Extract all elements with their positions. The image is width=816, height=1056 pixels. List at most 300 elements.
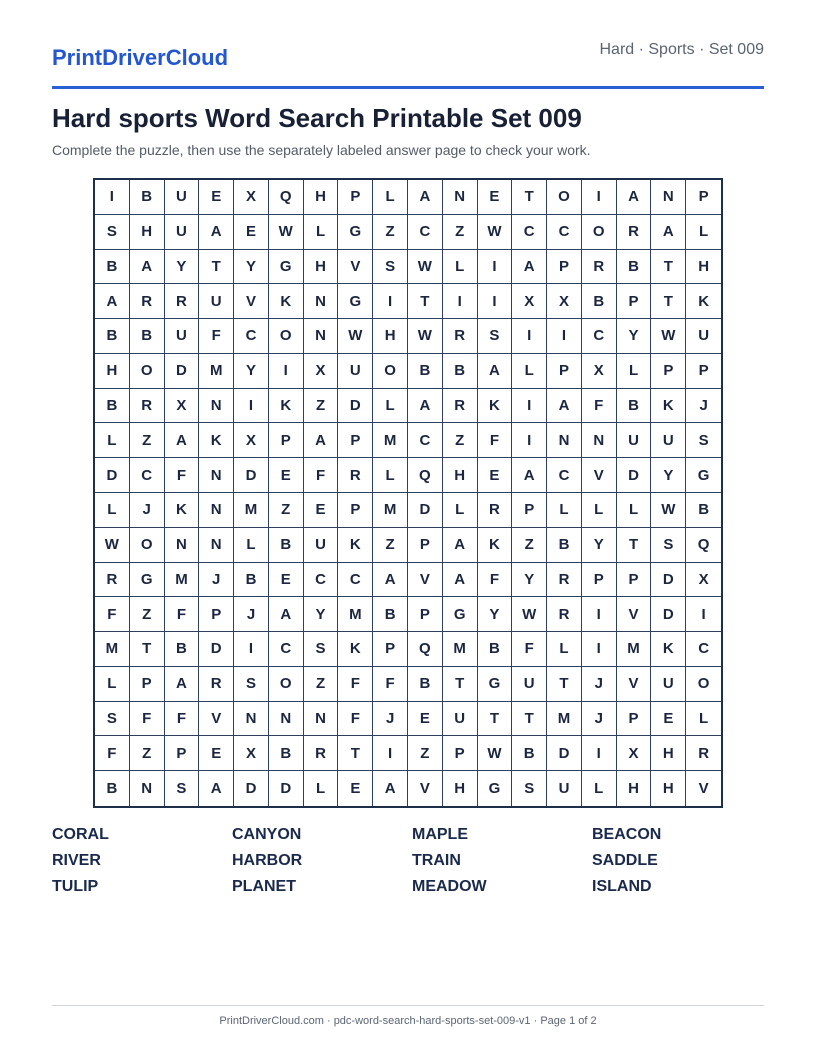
grid-cell: H [651, 771, 686, 806]
grid-cell: D [651, 597, 686, 632]
grid-cell: U [651, 667, 686, 702]
grid-cell: R [338, 458, 373, 493]
grid-cell: K [651, 389, 686, 424]
word-list-item: TULIP [52, 878, 99, 895]
grid-cell: O [130, 354, 165, 389]
grid-cell: L [686, 215, 721, 250]
grid-cell: W [478, 215, 513, 250]
grid-cell: B [234, 563, 269, 598]
grid-cell: P [269, 423, 304, 458]
grid-cell: F [130, 702, 165, 737]
grid-cell: M [234, 493, 269, 528]
grid-cell: O [130, 528, 165, 563]
grid-cell: F [512, 632, 547, 667]
grid-cell: E [269, 458, 304, 493]
grid-cell: I [512, 389, 547, 424]
grid-cell: W [408, 319, 443, 354]
grid-cell: V [408, 563, 443, 598]
grid-cell: R [686, 736, 721, 771]
grid-cell: O [686, 667, 721, 702]
grid-cell: I [686, 597, 721, 632]
grid-cell: N [199, 458, 234, 493]
grid-cell: B [165, 632, 200, 667]
grid-cell: L [95, 493, 130, 528]
grid-cell: S [651, 528, 686, 563]
grid-cell: V [582, 458, 617, 493]
grid-cell: J [373, 702, 408, 737]
grid-cell: Z [373, 528, 408, 563]
grid-cell: G [443, 597, 478, 632]
grid-cell: G [338, 284, 373, 319]
grid-cell: R [547, 597, 582, 632]
grid-cell: X [617, 736, 652, 771]
grid-cell: F [199, 319, 234, 354]
grid-cell: B [408, 667, 443, 702]
grid-cell: M [617, 632, 652, 667]
grid-cell: Z [304, 389, 339, 424]
grid-cell: X [234, 736, 269, 771]
grid-cell: F [582, 389, 617, 424]
grid-cell: B [130, 319, 165, 354]
grid-cell: G [338, 215, 373, 250]
grid-cell: E [269, 563, 304, 598]
grid-cell: X [165, 389, 200, 424]
grid-cell: K [269, 389, 304, 424]
grid-cell: A [373, 771, 408, 806]
grid-cell: C [408, 423, 443, 458]
grid-cell: C [269, 632, 304, 667]
grid-cell: N [651, 180, 686, 215]
grid-cell: D [95, 458, 130, 493]
grid-cell: N [582, 423, 617, 458]
grid-cell: N [199, 528, 234, 563]
grid-cell: C [547, 215, 582, 250]
grid-cell: S [95, 215, 130, 250]
grid-cell: R [478, 493, 513, 528]
grid-cell: R [617, 215, 652, 250]
grid-cell: H [617, 771, 652, 806]
grid-cell: P [547, 250, 582, 285]
grid-cell: K [651, 632, 686, 667]
word-list-item: MEADOW [412, 878, 487, 895]
grid-cell: J [686, 389, 721, 424]
grid-cell: F [165, 597, 200, 632]
grid-cell: L [234, 528, 269, 563]
grid-cell: W [512, 597, 547, 632]
grid-cell: B [130, 180, 165, 215]
grid-cell: W [408, 250, 443, 285]
grid-cell: K [686, 284, 721, 319]
grid-cell: L [373, 389, 408, 424]
grid-cell: I [234, 389, 269, 424]
grid-cell: S [304, 632, 339, 667]
grid-cell: A [512, 458, 547, 493]
grid-cell: O [547, 180, 582, 215]
grid-cell: N [130, 771, 165, 806]
grid-cell: F [338, 667, 373, 702]
grid-cell: S [478, 319, 513, 354]
grid-cell: T [651, 250, 686, 285]
grid-cell: T [338, 736, 373, 771]
grid-cell: U [512, 667, 547, 702]
grid-cell: T [478, 702, 513, 737]
grid-cell: G [478, 667, 513, 702]
word-list-item: PLANET [232, 878, 296, 895]
grid-cell: L [582, 493, 617, 528]
grid-cell: I [478, 250, 513, 285]
brand-logo[interactable]: PrintDriverCloud [52, 45, 229, 70]
grid-cell: F [165, 702, 200, 737]
grid-cell: E [408, 702, 443, 737]
grid-cell: E [199, 736, 234, 771]
grid-cell: D [408, 493, 443, 528]
grid-cell: L [304, 771, 339, 806]
grid-cell: P [338, 180, 373, 215]
breadcrumb: Hard · Sports · Set 009 [599, 41, 764, 58]
grid-cell: E [199, 180, 234, 215]
grid-cell: D [199, 632, 234, 667]
grid-cell: W [651, 319, 686, 354]
grid-cell: A [443, 563, 478, 598]
grid-cell: B [95, 771, 130, 806]
grid-cell: Y [304, 597, 339, 632]
grid-cell: A [443, 528, 478, 563]
grid-cell: D [234, 458, 269, 493]
grid-cell: X [234, 423, 269, 458]
grid-cell: F [304, 458, 339, 493]
grid-cell: E [478, 458, 513, 493]
grid-cell: B [269, 736, 304, 771]
grid-cell: M [165, 563, 200, 598]
grid-cell: B [582, 284, 617, 319]
grid-cell: N [304, 319, 339, 354]
grid-cell: P [686, 180, 721, 215]
grid-cell: X [512, 284, 547, 319]
grid-cell: P [686, 354, 721, 389]
grid-cell: X [686, 563, 721, 598]
word-list-item: BEACON [592, 826, 662, 843]
grid-cell: L [512, 354, 547, 389]
grid-cell: R [130, 284, 165, 319]
grid-cell: R [130, 389, 165, 424]
grid-cell: N [199, 493, 234, 528]
word-list-item: CANYON [232, 826, 302, 843]
grid-cell: V [617, 597, 652, 632]
grid-cell: C [512, 215, 547, 250]
page-subtitle: Complete the puzzle, then use the separately labeled answer page to check your work. [52, 142, 591, 158]
grid-cell: U [199, 284, 234, 319]
grid-cell: A [199, 215, 234, 250]
grid-cell: U [651, 423, 686, 458]
word-list-item: MAPLE [412, 826, 468, 843]
grid-cell: O [373, 354, 408, 389]
grid-cell: K [338, 528, 373, 563]
grid-cell: I [95, 180, 130, 215]
grid-cell: K [199, 423, 234, 458]
grid-cell: F [95, 736, 130, 771]
grid-cell: A [165, 667, 200, 702]
grid-cell: A [269, 597, 304, 632]
grid-cell: N [304, 284, 339, 319]
word-list-item: CORAL [52, 826, 109, 843]
grid-cell: N [165, 528, 200, 563]
grid-cell: A [512, 250, 547, 285]
grid-cell: L [547, 493, 582, 528]
grid-cell: I [373, 284, 408, 319]
grid-cell: Z [512, 528, 547, 563]
grid-cell: R [443, 389, 478, 424]
grid-cell: I [443, 284, 478, 319]
grid-cell: Y [478, 597, 513, 632]
grid-cell: K [269, 284, 304, 319]
grid-cell: N [234, 702, 269, 737]
grid-cell: C [130, 458, 165, 493]
grid-cell: K [338, 632, 373, 667]
grid-cell: R [199, 667, 234, 702]
grid-cell: U [547, 771, 582, 806]
grid-cell: M [373, 423, 408, 458]
grid-cell: H [373, 319, 408, 354]
page-header [52, 40, 764, 89]
grid-cell: T [130, 632, 165, 667]
word-list-item: HARBOR [232, 852, 303, 869]
grid-cell: I [478, 284, 513, 319]
grid-cell: S [165, 771, 200, 806]
grid-cell: Z [130, 736, 165, 771]
grid-cell: Y [582, 528, 617, 563]
grid-cell: C [547, 458, 582, 493]
grid-cell: M [443, 632, 478, 667]
grid-cell: T [617, 528, 652, 563]
grid-cell: V [338, 250, 373, 285]
grid-cell: B [408, 354, 443, 389]
grid-cell: A [651, 215, 686, 250]
grid-cell: W [95, 528, 130, 563]
grid-cell: L [617, 493, 652, 528]
grid-cell: B [443, 354, 478, 389]
grid-cell: F [478, 423, 513, 458]
grid-cell: N [547, 423, 582, 458]
grid-cell: A [617, 180, 652, 215]
grid-cell: B [686, 493, 721, 528]
grid-cell: P [130, 667, 165, 702]
grid-cell: J [582, 667, 617, 702]
grid-cell: U [338, 354, 373, 389]
grid-cell: G [478, 771, 513, 806]
grid-cell: U [443, 702, 478, 737]
grid-cell: X [304, 354, 339, 389]
grid-cell: K [478, 528, 513, 563]
grid-cell: P [547, 354, 582, 389]
grid-cell: R [304, 736, 339, 771]
grid-cell: S [686, 423, 721, 458]
grid-cell: V [199, 702, 234, 737]
grid-cell: Z [408, 736, 443, 771]
grid-cell: J [130, 493, 165, 528]
grid-cell: H [686, 250, 721, 285]
page-title: Hard sports Word Search Printable Set 009 [52, 103, 582, 133]
grid-cell: O [269, 667, 304, 702]
grid-cell: T [443, 667, 478, 702]
grid-cell: Y [234, 354, 269, 389]
grid-cell: I [582, 180, 617, 215]
grid-cell: B [478, 632, 513, 667]
grid-cell: Z [373, 215, 408, 250]
grid-cell: X [582, 354, 617, 389]
grid-cell: O [582, 215, 617, 250]
grid-cell: P [408, 597, 443, 632]
grid-cell: L [582, 771, 617, 806]
grid-cell: F [373, 667, 408, 702]
grid-cell: P [443, 736, 478, 771]
grid-cell: B [373, 597, 408, 632]
grid-cell: I [582, 632, 617, 667]
grid-cell: T [199, 250, 234, 285]
grid-cell: A [304, 423, 339, 458]
grid-cell: D [338, 389, 373, 424]
grid-cell: A [130, 250, 165, 285]
grid-cell: Q [408, 458, 443, 493]
grid-cell: B [95, 319, 130, 354]
grid-cell: P [582, 563, 617, 598]
grid-cell: B [617, 250, 652, 285]
grid-cell: P [617, 702, 652, 737]
grid-cell: D [165, 354, 200, 389]
grid-cell: L [95, 423, 130, 458]
grid-cell: B [95, 389, 130, 424]
grid-cell: P [199, 597, 234, 632]
word-list-item: TRAIN [412, 852, 461, 869]
grid-cell: G [130, 563, 165, 598]
grid-cell: H [443, 458, 478, 493]
grid-cell: A [95, 284, 130, 319]
grid-cell: V [408, 771, 443, 806]
grid-cell: Z [269, 493, 304, 528]
grid-cell: P [408, 528, 443, 563]
grid-cell: L [304, 215, 339, 250]
grid-cell: W [651, 493, 686, 528]
grid-cell: C [304, 563, 339, 598]
grid-cell: P [651, 354, 686, 389]
grid-cell: V [617, 667, 652, 702]
grid-cell: N [304, 702, 339, 737]
grid-cell: I [512, 319, 547, 354]
grid-cell: S [512, 771, 547, 806]
grid-cell: Z [130, 423, 165, 458]
grid-cell: V [698, 780, 709, 798]
grid-cell: K [478, 389, 513, 424]
grid-cell: T [512, 702, 547, 737]
grid-cell: U [165, 180, 200, 215]
grid-cell: N [443, 180, 478, 215]
grid-cell: I [269, 354, 304, 389]
grid-cell: F [478, 563, 513, 598]
grid-cell: E [338, 771, 373, 806]
grid-cell: Z [304, 667, 339, 702]
grid-cell: B [95, 250, 130, 285]
footer-divider [52, 1005, 764, 1006]
grid-cell: L [617, 354, 652, 389]
grid-cell: H [95, 354, 130, 389]
grid-cell: Y [617, 319, 652, 354]
grid-cell: S [373, 250, 408, 285]
grid-cell: W [338, 319, 373, 354]
grid-cell: U [686, 319, 721, 354]
grid-cell: Z [130, 597, 165, 632]
grid-cell: R [95, 563, 130, 598]
grid-cell: W [269, 215, 304, 250]
grid-cell: S [95, 702, 130, 737]
grid-cell: C [408, 215, 443, 250]
grid-cell: N [199, 389, 234, 424]
grid-cell: Q [408, 632, 443, 667]
grid-cell: L [547, 632, 582, 667]
grid-cell: N [269, 702, 304, 737]
grid-cell: P [165, 736, 200, 771]
grid-cell: H [443, 771, 478, 806]
grid-cell: Y [651, 458, 686, 493]
grid-cell: C [338, 563, 373, 598]
grid-cell: M [338, 597, 373, 632]
grid-cell: F [95, 597, 130, 632]
grid-cell: A [408, 180, 443, 215]
grid-cell: C [686, 632, 721, 667]
grid-cell: C [582, 319, 617, 354]
grid-cell: T [408, 284, 443, 319]
grid-cell: D [651, 563, 686, 598]
grid-cell: T [547, 667, 582, 702]
grid-cell: E [478, 180, 513, 215]
word-search-grid [93, 178, 723, 808]
grid-cell: Q [686, 528, 721, 563]
grid-cell: Y [234, 250, 269, 285]
grid-cell: T [512, 180, 547, 215]
grid-cell: P [373, 632, 408, 667]
grid-cell: I [547, 319, 582, 354]
grid-cell: Z [443, 423, 478, 458]
grid-cell: M [373, 493, 408, 528]
grid-cell: D [234, 771, 269, 806]
grid-cell: E [304, 493, 339, 528]
grid-cell: L [373, 458, 408, 493]
grid-cell: L [373, 180, 408, 215]
grid-cell: R [547, 563, 582, 598]
grid-cell: L [443, 493, 478, 528]
grid-cell: D [617, 458, 652, 493]
grid-cell: Z [443, 215, 478, 250]
word-list-item: SADDLE [592, 852, 658, 869]
word-list-item: RIVER [52, 852, 101, 869]
grid-cell: B [617, 389, 652, 424]
grid-cell: I [582, 597, 617, 632]
grid-cell: I [234, 632, 269, 667]
grid-cell: M [547, 702, 582, 737]
grid-cell: H [304, 180, 339, 215]
grid-cell: A [547, 389, 582, 424]
grid-cell: E [234, 215, 269, 250]
grid-cell: F [165, 458, 200, 493]
grid-cell: A [478, 354, 513, 389]
word-list-item: ISLAND [592, 878, 652, 895]
grid-cell: U [165, 215, 200, 250]
grid-cell: O [269, 319, 304, 354]
grid-cell: J [582, 702, 617, 737]
grid-cell: R [443, 319, 478, 354]
grid-cell: U [165, 319, 200, 354]
page-footer: PrintDriverCloud.com · pdc-word-search-hard-sports-set-009-v1 · Page 1 of 2 [219, 1015, 597, 1027]
grid-cell: X [234, 180, 269, 215]
grid-cell: P [617, 563, 652, 598]
